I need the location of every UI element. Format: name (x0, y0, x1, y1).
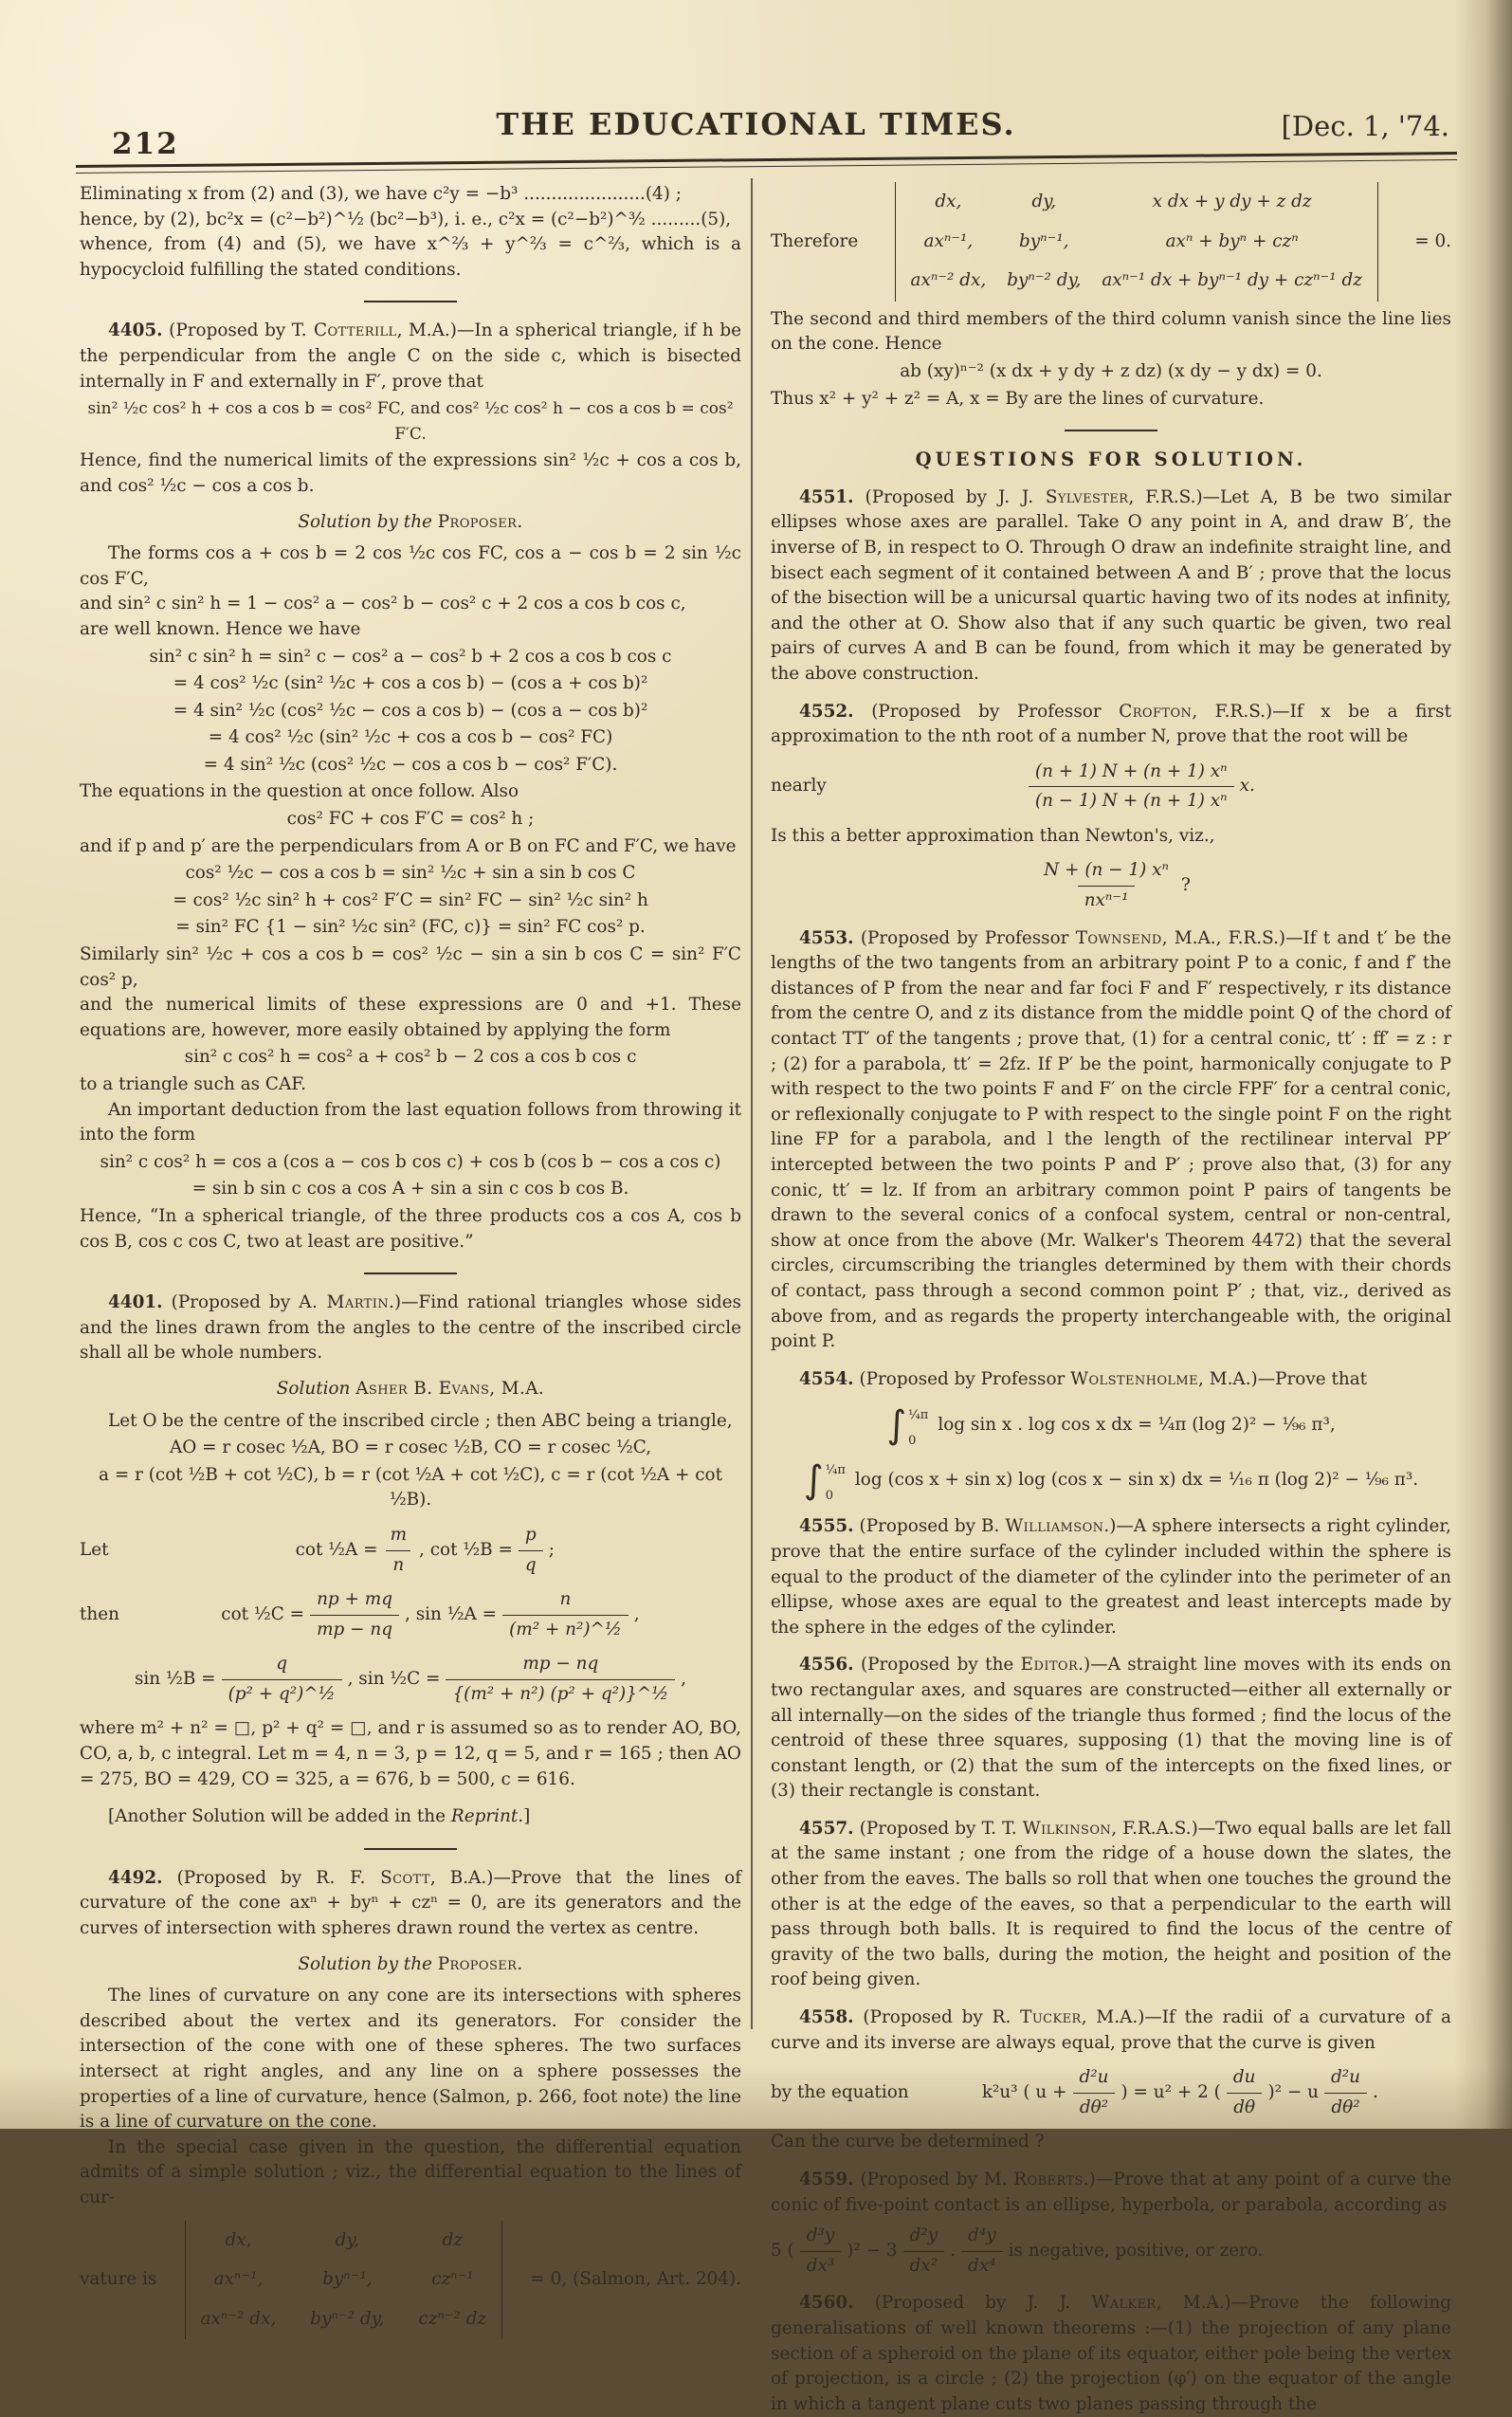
problem-4492: 4492. (Proposed by R. F. Scott, B.A.)—Prove that the lines of curvature of the cone axⁿ + byⁿ + czⁿ = 0, are its generators and the curves of intersection with spheres drawn round the vertex as centre. (80, 1867, 741, 1939)
integral-equation: ∫ ¼π 0 log (cos x + sin x) log (cos x − sin x) dx = ¹⁄₁₆ π (log 2)² − ¹⁄₉₆ π³. (803, 1458, 1419, 1503)
display-equation: sin² c cos² h = cos a (cos a − cos b cos c) + cos b (cos b − cos a cos c) (100, 1151, 721, 1172)
fraction: $\frac{mp - nq}{\text{\{(m² + n²) (p² + q²)\}\textasciicircum{}½}}$ (446, 1652, 675, 1707)
paragraph: where m² + n² = □, p² + q² = □, and r is assumed so as to render AO, BO, CO, a, b, c integral. Let m = 4, n = 3, p = 12, q = 5, and r = 165 ; then AO = 275, BO = 429, CO = 325, a = 676, b = 500, c = 616. (80, 1718, 741, 1789)
proposer-name: J. J. Sylvester (997, 486, 1129, 507)
questions-heading: QUESTIONS FOR SOLUTION. (915, 449, 1307, 471)
proposer-name: Crofton (1119, 701, 1193, 722)
equation-with-fractions: Let cot ½A = $\frac{m}{n}$ , cot ½B = $\frac{p}{q}$ ; (80, 1523, 741, 1578)
equation-with-fractions: nearly $\frac{\text{(n + 1) N + (n + 1) xⁿ}}{\text{(n − 1) N + (n + 1) xⁿ}}$ x. (771, 760, 1451, 815)
integral-sign: ∫ (803, 1458, 824, 1503)
proposer-name: Williamson (1005, 1516, 1104, 1537)
paragraph: Is this a better approximation than Newton's, viz., (771, 825, 1215, 846)
equation-with-fractions: 5 ( $\frac{\text{d³y}}{\text{dx³}}$ )² − 3 $\frac{\text{d²y}}{\text{dx²}}$ . $\frac{\text{d⁴y}}{\text{dx⁴}}$ is negative, positive, or zero. (771, 2224, 1451, 2279)
section-divider (364, 301, 457, 302)
paragraph: [Another Solution will be added in the Reprint.] (108, 1806, 531, 1827)
display-equation: AO = r cosec ½A, BO = r cosec ½B, CO = r cosec ½C, (169, 1437, 652, 1458)
problem-number: 4401. (108, 1292, 163, 1313)
fraction: $\frac{\text{d²u}}{\text{dθ²}}$ (1073, 2065, 1116, 2120)
paragraph: In the special case given in the question, the differential equation admits of a simple solution ; viz., the differential equation to the lines of cur- (80, 2136, 741, 2207)
fraction: $\frac{q}{\text{(p² + q²)\textasciicircum{}½}}$ (222, 1652, 342, 1707)
paragraph: are well known. Hence we have (80, 618, 361, 639)
display-equation: = cos² ½c sin² h + cos² F′C = sin² FC − sin² ½c sin² h (173, 889, 648, 910)
problem-number: 4559. (799, 2170, 854, 2189)
fraction: $\frac{\text{d²y}}{\text{dx²}}$ (903, 2224, 945, 2279)
paragraph: Let O be the centre of the inscribed circle ; then ABC being a triangle, (108, 1410, 733, 1431)
equation-with-fractions: sin ½B = $\frac{q}{\text{(p² + q²)\textasciicircum{}½}}$ , sin ½C = $\frac{mp - nq}{\text{\{(m² + n²) (p² + q²)\}\textasciicircum{}½}}$ , (80, 1652, 741, 1707)
header-double-rule (76, 152, 1457, 174)
problem-4555: 4555. (Proposed by B. Williamson.)—A sphere intersects a right cylinder, prove that the entire surface of the cylinder included within the sphere is equal to the product of the diameter of the cylinder into the perimeter of an ellipse, whose axes are equal to the greatest and least intercepts made by the sphere in the edges of the cylinder. (771, 1516, 1451, 1638)
fraction: $\frac{p}{q}$ (519, 1523, 543, 1578)
problem-number: 4557. (799, 1818, 854, 1839)
display-equation: cos² FC + cos F′C = cos² h ; (286, 809, 535, 830)
paragraph: The forms cos a + cos b = 2 cos ½c cos FC, cos a − cos b = 2 sin ½c cos F′C, (80, 543, 741, 589)
proposer-name: Wolstenholme (1070, 1368, 1199, 1389)
paragraph: Thus x² + y² + z² = A, x = By are the lines of curvature. (771, 388, 1265, 409)
problem-number: 4551. (799, 486, 854, 507)
equation-with-fractions: by the equation k²u³ ( u + $\frac{\text{d²u}}{\text{dθ²}}$ ) = u² + 2 ( $\frac{du}{d\theta}$ )² − u $\frac{\text{d²u}}{\text{dθ²}}$ . (771, 2065, 1451, 2120)
integral-sign: ∫ (886, 1403, 907, 1448)
equation-with-fractions: $\frac{\text{N + (n − 1) xⁿ}}{\text{nxⁿ⁻¹}}$ ? (771, 858, 1451, 913)
solution-byline: Solution by the Proposer. (298, 511, 523, 532)
fraction: $\frac{m}{n}$ (384, 1523, 413, 1578)
fraction: $\frac{\text{(n + 1) N + (n + 1) xⁿ}}{\text{(n − 1) N + (n + 1) xⁿ}}$ (1029, 760, 1234, 815)
paragraph: The lines of curvature on any cone are its intersections with spheres described about the vertex and its generators. For consider the intersection of the cone with one of these spheres. The two surfaces intersect at right angles, and any line on a sphere possesses the properties of a line of curvature, hence (Salmon, p. 266, foot note) the line is a line of curvature on the cone. (80, 1986, 741, 2133)
problem-number: 4555. (799, 1516, 854, 1537)
problem-number: 4405. (108, 320, 163, 341)
display-equation: sin² ½c cos² h + cos a cos b = cos² FC, and cos² ½c cos² h − cos a cos b = cos² F′C. (87, 399, 734, 444)
problem-4552: 4552. (Proposed by Professor Crofton, F.R.S.)—If x be a first approximation to the nth root of a number N, prove that the root will be (771, 701, 1451, 747)
paragraph: The equations in the question at once follow. Also (80, 781, 519, 802)
paragraph: and if p and p′ are the perpendiculars from A or B on FC and F′C, we have (80, 835, 737, 856)
integral-equation: ∫ ¼π 0 log sin x . log cos x dx = ¼π (log 2)² − ¹⁄₉₆ π³, (886, 1403, 1336, 1448)
proposer-name: Editor (1020, 1655, 1079, 1675)
section-divider (364, 1273, 457, 1274)
determinant-matrix: dx, dy, dz axⁿ⁻¹, byⁿ⁻¹, czⁿ⁻¹ axⁿ⁻² dx, byⁿ⁻² dy, czⁿ⁻² dz (185, 2221, 503, 2340)
proposer-name: R. F. Scott (316, 1867, 430, 1888)
determinant-equation: vature is dx, dy, dz axⁿ⁻¹, byⁿ⁻¹, czⁿ⁻¹ axⁿ⁻² dx, byⁿ⁻² dy, czⁿ⁻² dz = 0, (Salmon, Art. 204). (80, 2221, 741, 2340)
display-equation: ab (xy)ⁿ⁻² (x dx + y dy + z dz) (x dy − y dx) = 0. (900, 360, 1322, 381)
proposer-name: Walker (1091, 2293, 1157, 2314)
fraction: $\frac{\text{d³y}}{\text{dx³}}$ (800, 2224, 842, 2279)
problem-number: 4554. (799, 1368, 854, 1389)
display-equation: = sin² FC {1 − sin² ½c sin² (FC, c)} = sin² FC cos² p. (175, 917, 646, 938)
paragraph: Hence, find the numerical limits of the expressions sin² ½c + cos a cos b, and cos² ½c − cos a cos b. (80, 450, 741, 496)
problem-4405: 4405. (Proposed by T. Cotterill, M.A.)—In a spherical triangle, if h be the perpendicular from the angle C on the side c, which is bisected internally in F and externally in F′, prove that (80, 320, 741, 392)
determinant-equation: Therefore dx, dy, x dx + y dy + z dz axⁿ⁻¹, byⁿ⁻¹, axⁿ + byⁿ + czⁿ axⁿ⁻² dx, byⁿ⁻² dy, axⁿ⁻¹ dx + byⁿ⁻¹ dy + czⁿ⁻¹ dz = 0. (771, 182, 1451, 302)
paragraph: Eliminating x from (2) and (3), we have c²y = −b³ ......................(4) ; (80, 184, 682, 204)
paragraph: The second and third members of the third column vanish since the line lies on the cone. Hence (771, 308, 1451, 355)
problem-4401: 4401. (Proposed by A. Martin.)—Find rational triangles whose sides and the lines drawn from the angles to the centre of the inscribed circle shall all be whole numbers. (80, 1292, 741, 1364)
problem-4554: 4554. (Proposed by Professor Wolstenholme, M.A.)—Prove that (799, 1368, 1368, 1389)
proposer-name: Townsend (1075, 927, 1162, 948)
fraction: $\frac{\text{d²u}}{\text{dθ²}}$ (1324, 2065, 1367, 2120)
display-equation: sin² c sin² h = sin² c − cos² a − cos² b + 2 cos a cos b cos c (149, 646, 672, 667)
solution-byline: Solution by the Proposer. (298, 1953, 523, 1974)
display-equation: a = r (cot ½B + cot ½C), b = r (cot ½A + cot ½C), c = r (cot ½A + cot ½B). (99, 1464, 722, 1511)
problem-4558: 4558. (Proposed by R. Tucker, M.A.)—If the radii of a curvature of a curve and its inverse are always equal, prove that the curve is given (771, 2007, 1451, 2053)
left-column (80, 182, 741, 2345)
problem-4553: 4553. (Proposed by Professor Townsend, M.A., F.R.S.)—If t and t′ be the lengths of the two tangents from an arbitrary point P to a conic, f and f′ the distances of P from the near and far foci F and F′ respectively, r its distance from the centre O, and z its distance from the middle point Q of the chord of contact TT′ of the tangents ; prove that, (1) for a central conic, tt′ : ff′ = z : r ; (2) for a parabola, tt′ = 2fz. If P′ be the point, harmonically conjugate to P with respect to the two points F and F′ on the circle FPF′ for a central conic, or reflexionally conjugate to P with respect to the single point F on the right line FP for a parabola, and l the length of the rectilinear interval PP′ intercepted between the two points P and P′ ; prove also that, (3) for any conic, tt′ = lz. If from an arbitrary common point P pairs of tangents be drawn to the several conics of a confocal system, central or non-central, show at once from the above (Mr. Walker's Theorem 4472) that the several circles, circumscribing the triangles determined by them with their chords of contact, pass through a second common point P′ ; that, viz., derived as above from, and as regards the property interchangeable with, the original point P. (771, 927, 1451, 1352)
paragraph: whence, from (4) and (5), we have x^⅔ + y^⅔ = c^⅔, which is a hypocycloid fulfilling the stated conditions. (80, 234, 741, 280)
problem-4559: 4559. (Proposed by M. Roberts.)—Prove that at any point of a curve the conic of five-point contact is an ellipse, hyperbola, or parabola, according as (771, 2170, 1451, 2215)
proposer-name: T. Cotterill (291, 320, 397, 341)
display-equation: = 4 sin² ½c (cos² ½c − cos a cos b) − (cos a − cos b)² (173, 700, 648, 721)
paragraph: hence, by (2), bc²x = (c²−b²)^½ (bc²−b³), i. e., c²x = (c²−b²)^³⁄₂ .........(5), (80, 209, 732, 229)
journal-title: THE EDUCATIONAL TIMES. (496, 106, 1016, 142)
determinant-matrix: dx, dy, x dx + y dy + z dz axⁿ⁻¹, byⁿ⁻¹, axⁿ + byⁿ + czⁿ axⁿ⁻² dx, byⁿ⁻² dy, axⁿ⁻¹ dx + byⁿ⁻¹ dy + czⁿ⁻¹ dz (895, 182, 1378, 302)
right-column (771, 182, 1451, 2417)
problem-number: 4560. (799, 2293, 854, 2314)
problem-number: 4556. (799, 1655, 854, 1675)
fraction: $\frac{n}{\text{(m² + n²)\textasciicircum{}½}}$ (502, 1587, 628, 1642)
display-equation: = sin b sin c cos a cos A + sin a sin c cos b cos B. (191, 1179, 629, 1199)
problem-number: 4553. (799, 927, 854, 948)
paragraph: and the numerical limits of these expressions are 0 and +1. These equations are, however, more easily obtained by applying the form (80, 995, 741, 1040)
equation-with-fractions: then cot ½C = $\frac{np + mq}{mp - nq}$ , sin ½A = $\frac{n}{\text{(m² + n²)\textasciicircum{}½}}$ , (80, 1587, 741, 1642)
integral-limits: ¼π 0 (908, 1408, 929, 1448)
column-divider-rule (751, 178, 753, 2029)
problem-4560: 4560. (Proposed by J. J. Walker, M.A.)—Prove the following generalisations of well known theorems :—(1) the projection of any plane section of a spheroid on the plane of its equator, either pole being the vertex of projection, is a circle ; (2) the projection (φ′) on the equator of the angle in which a tangent plane cuts two planes passing through the (771, 2293, 1451, 2414)
solution-byline: Solution Asher B. Evans, M.A. (276, 1378, 545, 1399)
proposer-name: A. Martin (299, 1292, 390, 1313)
fraction: $\frac{\text{N + (n − 1) xⁿ}}{\text{nxⁿ⁻¹}}$ (1037, 858, 1175, 913)
fraction: $\frac{\text{d⁴y}}{\text{dx⁴}}$ (961, 2224, 1003, 2279)
paragraph: An important deduction from the last equation follows from throwing it into the form (80, 1099, 741, 1145)
problem-number: 4552. (799, 701, 854, 722)
proposer-name: Wilkinson (1022, 1818, 1112, 1839)
section-divider (364, 1848, 457, 1850)
section-divider (1065, 430, 1157, 431)
problem-4551: 4551. (Proposed by J. J. Sylvester, F.R.S.)—Let A, B be two similar ellipses whose axes are parallel. Take O any point in A, and draw B′, the inverse of B, in respect to O. Through O draw an indefinite straight line, and bisect each segment of it contained between A and B′ ; prove that the locus of the bisection will be a unicursal quartic having two of its nodes at infinity, and the other at O. Show also that if any such quartic be given, two real pairs of curves A and B can be found, from which it may be generated by the above construction. (771, 486, 1451, 684)
display-equation: cos² ½c − cos a cos b = sin² ½c + sin a sin b cos C (185, 863, 636, 884)
paragraph: to a triangle such as CAF. (80, 1074, 306, 1094)
problem-number: 4558. (799, 2007, 854, 2028)
paragraph: and sin² c sin² h = 1 − cos² a − cos² b − cos² c + 2 cos a cos b cos c, (80, 594, 686, 614)
problem-4556: 4556. (Proposed by the Editor.)—A straight line moves with its ends on two rectangular axes, and squares are constructed—either all externally or all internally—on the sides of the triangle thus formed ; find the locus of the centroid of these three squares, supposing (1) that the moving line is of constant length, or (2) that the sum of the intercepts on the fixed lines, or (3) their rectangle is constant. (771, 1655, 1451, 1802)
display-equation: = 4 cos² ½c (sin² ½c + cos a cos b) − (cos a + cos b)² (173, 673, 648, 694)
issue-date: [Dec. 1, '74. (1281, 110, 1449, 142)
problem-number: 4492. (108, 1867, 163, 1888)
integral-limits: ¼π 0 (825, 1463, 846, 1503)
fraction: $\frac{np + mq}{mp - nq}$ (310, 1587, 399, 1642)
paragraph: Similarly sin² ½c + cos a cos b = cos² ½c − sin a sin b cos C = sin² F′C cos² p, (80, 944, 741, 990)
proposer-name: Tucker (1020, 2007, 1082, 2028)
display-equation: = 4 sin² ½c (cos² ½c − cos a cos b − cos² F′C). (203, 754, 618, 775)
paragraph: Can the curve be determined ? (771, 2132, 1045, 2152)
display-equation: = 4 cos² ½c (sin² ½c + cos a cos b − cos² FC) (208, 727, 613, 748)
display-equation: sin² c cos² h = cos² a + cos² b − 2 cos a cos b cos c (184, 1047, 637, 1068)
paragraph: Hence, “In a spherical triangle, of the three products cos a cos A, cos b cos B, cos c cos C, two at least are positive.” (80, 1205, 741, 1252)
fraction: $\frac{du}{d\theta}$ (1227, 2065, 1263, 2120)
page-number: 212 (112, 127, 179, 161)
proposer-name: Roberts (1013, 2170, 1084, 2189)
problem-4557: 4557. (Proposed by T. T. Wilkinson, F.R.A.S.)—Two equal balls are let fall at the same instant ; one from the ridge of a house down the slates, the other from the eaves. The balls so roll that when one touches the ground the other is at the edge of the eaves, so that a perpendicular to the earth will pass through both balls. It is required to find the locus of the centre of gravity of the two balls, during the motion, the height and position of the roof being given. (771, 1818, 1452, 1990)
